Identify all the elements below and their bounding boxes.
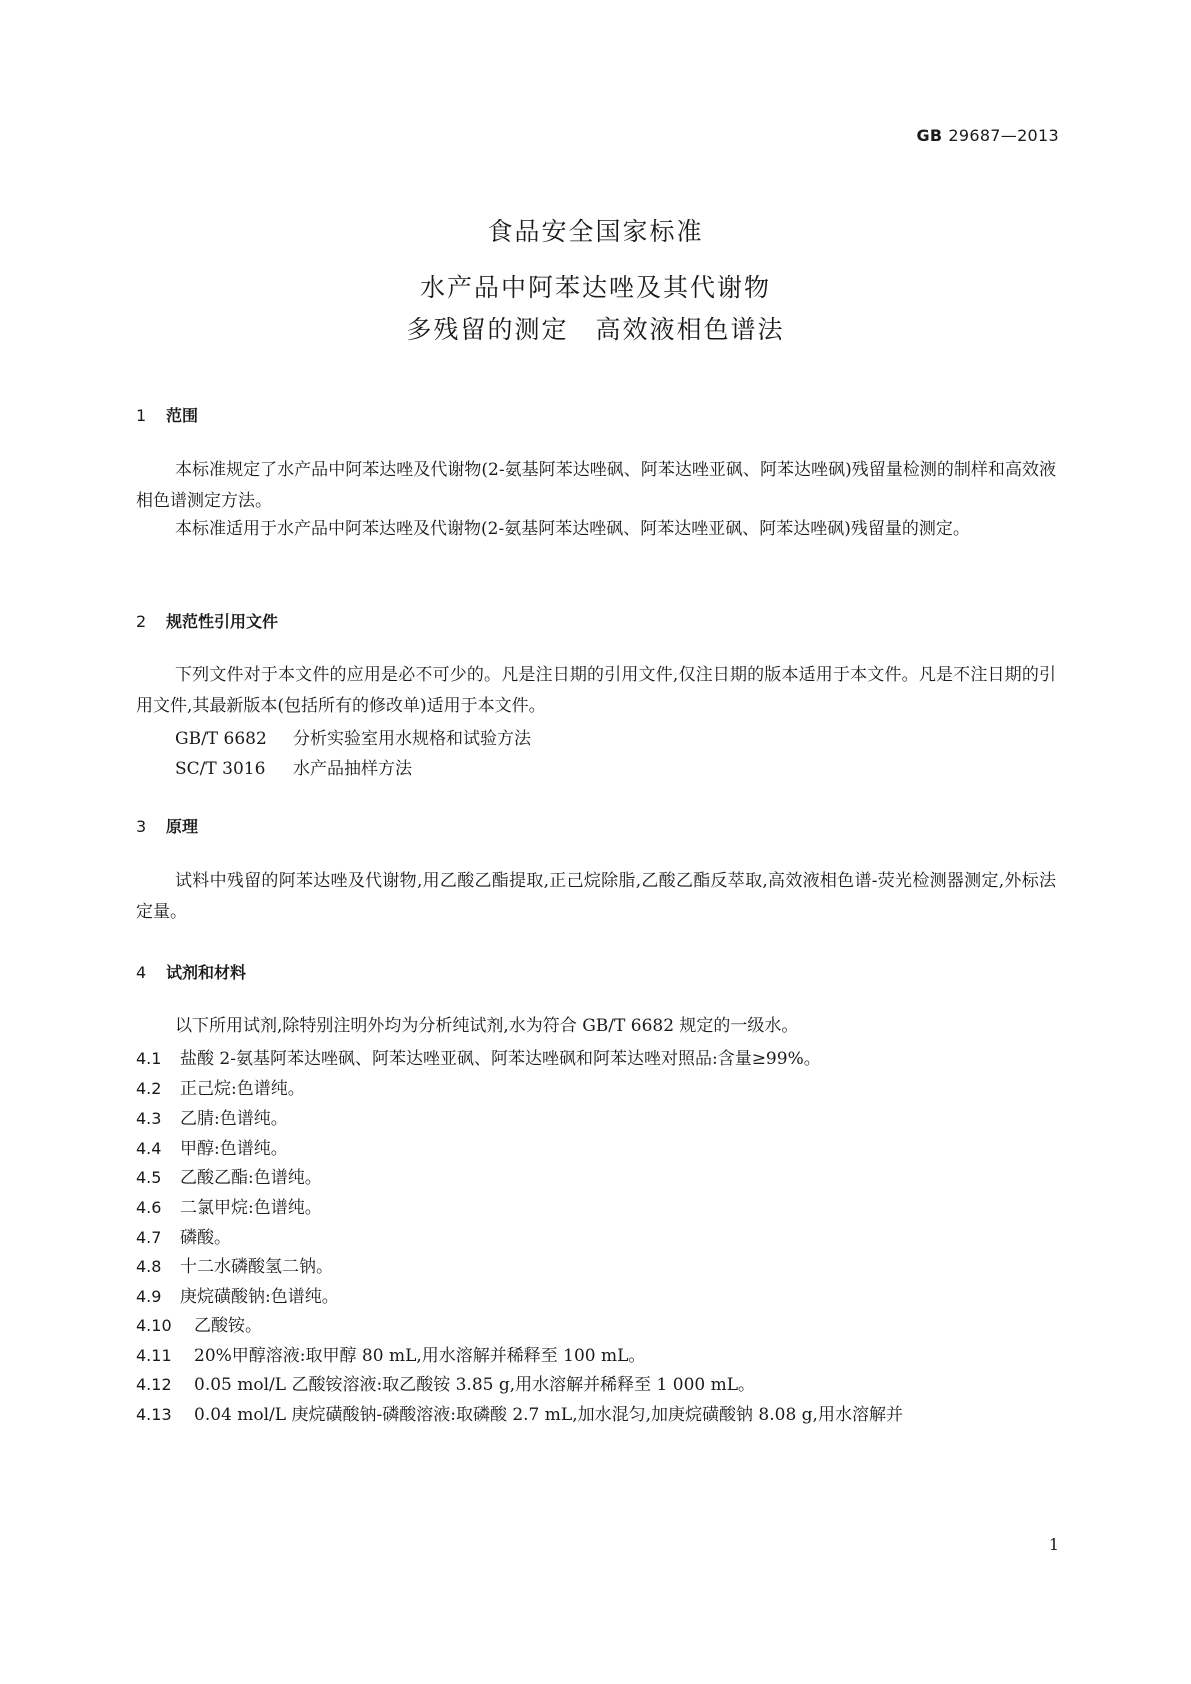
section-4-intro: 以下所用试剂,除特别注明外均为分析纯试剂,水为符合 GB/T 6682 规定的一级水。 — [175, 1016, 799, 1036]
section-3-paragraph-1: 试料中残留的阿苯达唑及代谢物,用乙酸乙酯提取,正己烷除脂,乙酸乙酯反萃取,高效液相色谱-荧光检测器测定,外标法定量。 — [136, 871, 1056, 922]
item-text: 庚烷磺酸钠:色谱纯。 — [180, 1287, 339, 1307]
section-4-heading — [136, 960, 246, 983]
reference-code: SC/T 3016 — [175, 759, 266, 779]
item-text: 二氯甲烷:色谱纯。 — [180, 1198, 322, 1218]
item-text: 0.05 mol/L 乙酸铵溶液:取乙酸铵 3.85 g,用水溶解并稀释至 1 000 mL。 — [194, 1375, 756, 1395]
standard-prefix: GB — [916, 126, 943, 145]
section-1-heading — [136, 403, 198, 426]
item-text: 乙腈:色谱纯。 — [180, 1109, 288, 1129]
section-number: 2 — [136, 612, 147, 631]
reagent-item — [136, 1223, 231, 1248]
reagent-item — [136, 1370, 755, 1395]
item-number: 4.3 — [136, 1109, 162, 1128]
standard-code — [916, 126, 1059, 145]
reagent-item — [136, 1311, 262, 1336]
section-2-heading — [136, 609, 278, 632]
section-1-paragraph-2: 本标准适用于水产品中阿苯达唑及代谢物(2-氨基阿苯达唑砜、阿苯达唑亚砜、阿苯达唑砜)残留量的测定。 — [175, 519, 970, 539]
reference-title: 分析实验室用水规格和试验方法 — [293, 729, 531, 749]
title-line-2: 水产品中阿苯达唑及其代谢物 — [419, 273, 771, 302]
reference-code: GB/T 6682 — [175, 729, 267, 749]
section-number: 3 — [136, 817, 147, 836]
section-number: 1 — [136, 406, 147, 425]
section-1-paragraph-1: 本标准规定了水产品中阿苯达唑及代谢物(2-氨基阿苯达唑砜、阿苯达唑亚砜、阿苯达唑砜)残留量检测的制样和高效液相色谱测定方法。 — [136, 460, 1056, 511]
item-text: 磷酸。 — [180, 1228, 231, 1248]
item-number: 4.8 — [136, 1257, 162, 1276]
reagent-item — [136, 1341, 645, 1366]
section-3-heading — [136, 814, 198, 837]
item-number: 4.11 — [136, 1346, 172, 1365]
item-number: 4.12 — [136, 1375, 172, 1394]
reagent-item — [136, 1163, 322, 1188]
item-number: 4.13 — [136, 1405, 172, 1424]
item-number: 4.10 — [136, 1316, 172, 1335]
item-number: 4.9 — [136, 1287, 162, 1306]
reference-title: 水产品抽样方法 — [293, 759, 412, 779]
title-line-3: 多残留的测定 高效液相色谱法 — [406, 315, 785, 344]
reagent-item — [136, 1400, 903, 1425]
reagent-item — [136, 1104, 288, 1129]
reagent-item — [136, 1044, 821, 1069]
reference-item — [175, 754, 412, 779]
item-text: 甲醇:色谱纯。 — [180, 1139, 288, 1159]
item-text: 20%甲醇溶液:取甲醇 80 mL,用水溶解并稀释至 100 mL。 — [194, 1346, 646, 1366]
reagent-item — [136, 1282, 339, 1307]
reagent-item — [136, 1134, 288, 1159]
item-number: 4.6 — [136, 1198, 162, 1217]
item-text: 十二水磷酸氢二钠。 — [180, 1257, 333, 1277]
reagent-item — [136, 1193, 322, 1218]
section-title: 试剂和材料 — [166, 963, 247, 982]
section-title: 规范性引用文件 — [166, 612, 279, 631]
section-title: 原理 — [166, 817, 199, 836]
reagent-item — [136, 1252, 333, 1277]
reference-item — [175, 724, 531, 749]
section-title: 范围 — [166, 406, 199, 425]
item-text: 0.04 mol/L 庚烷磺酸钠-磷酸溶液:取磷酸 2.7 mL,加水混匀,加庚烷磺酸钠 8.08 g,用水溶解并 — [194, 1405, 903, 1425]
standard-number: 29687—2013 — [948, 126, 1059, 145]
item-number: 4.4 — [136, 1139, 162, 1158]
item-text: 乙酸乙酯:色谱纯。 — [180, 1168, 322, 1188]
title-line-1: 食品安全国家标准 — [487, 217, 704, 246]
section-number: 4 — [136, 963, 147, 982]
page-number: 1 — [1048, 1535, 1059, 1554]
item-number: 4.5 — [136, 1168, 162, 1187]
item-number: 4.1 — [136, 1049, 162, 1068]
section-2-paragraph-1: 下列文件对于本文件的应用是必不可少的。凡是注日期的引用文件,仅注日期的版本适用于本文件。凡是不注日期的引用文件,其最新版本(包括所有的修改单)适用于本文件。 — [136, 665, 1056, 716]
item-number: 4.7 — [136, 1228, 162, 1247]
item-number: 4.2 — [136, 1079, 162, 1098]
item-text: 正己烷:色谱纯。 — [180, 1079, 305, 1099]
item-text: 盐酸 2-氨基阿苯达唑砜、阿苯达唑亚砜、阿苯达唑砜和阿苯达唑对照品:含量≥99%。 — [180, 1049, 821, 1069]
reagent-item — [136, 1074, 305, 1099]
item-text: 乙酸铵。 — [194, 1316, 262, 1336]
